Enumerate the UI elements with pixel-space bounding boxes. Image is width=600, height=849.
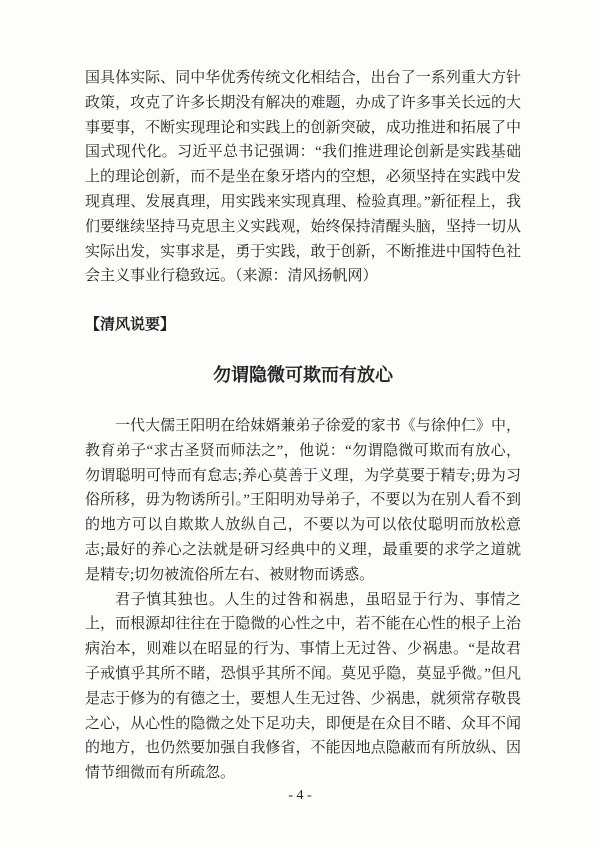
continuation-paragraph: 国具体实际、同中华优秀传统文化相结合，出台了一系列重大方针政策，攻克了许多长期没有解决的难题，办成了许多事关长远的大事要事，不断实现理论和实践上的创新突破，成功推进和拓展了中国式现代化。习近平总书记强调：“我们推进理论创新是实践基础上的理论创新，而不是坐在象牙塔内的空想，必须坚持在实践中发现真理、发展真理，用实践来实现真理、检验真理。”新征程上，我们要继续坚持马克思主义实践观，始终保持清醒头脑，坚持一切从实际出发，实事求是，勇于实践，敢于创新，不断推进中国特色社会主义事业行稳致远。（来源：清风扬帆网） bbox=[85, 70, 521, 285]
page-content bbox=[85, 66, 521, 786]
article-paragraph-2: 君子慎其独也。人生的过咎和祸患，虽昭显于行为、事情之上，而根源却往往在于隐微的心性之中，若不能在心性的根子上治病治本，则难以在昭显的行为、事情上无过咎、少祸患。“是故君子戒慎乎其所不睹，恐惧乎其所不闻。莫见乎隐，莫显乎微。”但凡是志于修为的有德之士，要想人生无过咎、少祸患，就须常存敬畏之心，从心性的隐微之处下足功夫，即便是在众目不睹、众耳不闻的地方，也仍然要加强自我修省，不能因地点隐蔽而有所放纵、因情节细微而有所疏忽。 bbox=[85, 591, 521, 782]
article-title: 勿谓隐微可欺而有放心 bbox=[213, 364, 393, 385]
page-number: - 4 - bbox=[288, 788, 312, 803]
article-paragraph-1: 一代大儒王阳明在给妹婿兼弟子徐爱的家书《与徐仲仁》中，教育弟子“求古圣贤而师法之”，他说：“勿谓隐微可欺而有放心，勿谓聪明可恃而有怠志;养心莫善于义理，为学莫要于精专;毋为习俗所移，毋为物诱所引。”王阳明劝导弟子，不要以为在别人看不到的地方可以自欺欺人放纵自己，不要以为可以依仗聪明而放松意志;最好的养心之法就是研习经典中的义理，最重要的求学之道就是精专;切勿被流俗所左右、被财物而诱惑。 bbox=[85, 417, 521, 583]
section-heading: 【清风说要】 bbox=[85, 317, 176, 334]
